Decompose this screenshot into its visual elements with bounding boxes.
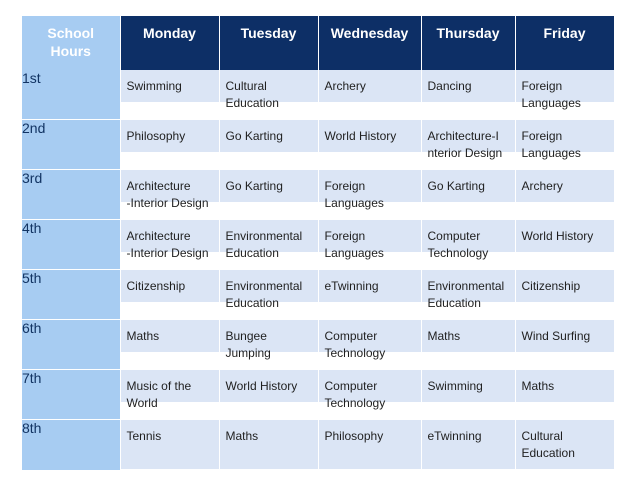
table-cell <box>421 220 515 270</box>
table-cell <box>515 70 614 120</box>
subject-label: Environmental Education <box>225 279 303 310</box>
cell-background <box>319 220 421 269</box>
cell-background <box>121 270 219 319</box>
subject-label: Maths <box>521 379 555 393</box>
table-cell <box>219 370 318 420</box>
table-cell <box>421 170 515 220</box>
cell-background <box>422 270 515 319</box>
day-label: Wednesday <box>330 25 409 41</box>
subject-label: Computer Technology <box>324 379 386 410</box>
table-row <box>22 370 614 420</box>
header-row <box>22 16 614 70</box>
cell-background <box>422 170 515 219</box>
subject-label: Foreign Languages <box>521 79 581 110</box>
cell-background <box>516 320 614 369</box>
cell-background <box>319 370 421 419</box>
table-cell <box>120 370 219 420</box>
cell-background <box>121 170 219 219</box>
table-cell <box>318 220 421 270</box>
table-cell <box>515 370 614 420</box>
table-cell <box>219 220 318 270</box>
subject-label: Architecture-I nterior Design <box>427 129 503 160</box>
table-cell <box>318 370 421 420</box>
table-row <box>22 120 614 170</box>
subject-label: Music of the World <box>126 379 192 410</box>
subject-label: Maths <box>225 429 259 443</box>
cell-background <box>319 170 421 219</box>
table-cell <box>318 270 421 320</box>
subject-label: Computer Technology <box>324 329 386 360</box>
cell-background <box>220 120 318 169</box>
table-cell <box>515 320 614 370</box>
subject-label: Archery <box>324 79 366 93</box>
table-cell <box>318 420 421 470</box>
table-cell <box>318 120 421 170</box>
table-cell <box>421 70 515 120</box>
subject-label: Cultural Education <box>521 429 575 460</box>
table-cell <box>120 270 219 320</box>
cell-background <box>516 170 614 219</box>
subject-label: Go Karting <box>427 179 485 193</box>
cell-background <box>516 370 614 419</box>
subject-label: Wind Surfing <box>521 329 591 343</box>
day-header-thursday <box>421 16 515 70</box>
subject-label: Tennis <box>126 429 162 443</box>
day-label: Friday <box>543 25 586 41</box>
cell-background <box>220 170 318 219</box>
cell-background <box>422 220 515 269</box>
cell-background <box>121 220 219 269</box>
subject-label: Environmental Education <box>427 279 505 310</box>
period-label: 6th <box>22 320 120 370</box>
cell-background <box>422 420 515 469</box>
subject-label: Philosophy <box>126 129 186 143</box>
cell-background <box>220 370 318 419</box>
table-cell <box>120 420 219 470</box>
subject-label: Foreign Languages <box>521 129 581 160</box>
table-cell <box>120 320 219 370</box>
subject-label: World History <box>225 379 298 393</box>
subject-label: Foreign Languages <box>324 229 384 260</box>
day-label: Thursday <box>436 25 500 41</box>
cell-background <box>516 120 614 169</box>
table-cell <box>219 420 318 470</box>
cell-background <box>220 270 318 319</box>
table-cell <box>515 270 614 320</box>
subject-label: Swimming <box>427 379 483 393</box>
table-cell <box>120 70 219 120</box>
day-header-wednesday <box>318 16 421 70</box>
cell-background <box>220 70 318 119</box>
table-row <box>22 70 614 120</box>
cell-background <box>422 320 515 369</box>
cell-background <box>121 120 219 169</box>
cell-background <box>319 420 421 469</box>
period-label: 2nd <box>22 120 120 170</box>
cell-background <box>319 70 421 119</box>
subject-label: Go Karting <box>225 179 283 193</box>
period-label: 5th <box>22 270 120 320</box>
subject-label: Architecture -Interior Design <box>126 179 209 210</box>
cell-background <box>319 270 421 319</box>
subject-label: Architecture -Interior Design <box>126 229 209 260</box>
school-timetable <box>22 16 615 470</box>
table-cell <box>318 170 421 220</box>
table-cell <box>515 170 614 220</box>
subject-label: World History <box>324 129 397 143</box>
period-label: 1st <box>22 70 120 120</box>
subject-label: Citizenship <box>126 279 186 293</box>
table-cell <box>515 120 614 170</box>
subject-label: Citizenship <box>521 279 581 293</box>
cell-background <box>121 420 219 469</box>
table-cell <box>421 270 515 320</box>
school-hours-label: School Hours <box>47 25 95 59</box>
table-row <box>22 320 614 370</box>
table-row <box>22 170 614 220</box>
subject-label: Archery <box>521 179 563 193</box>
cell-background <box>121 370 219 419</box>
table-cell <box>421 320 515 370</box>
subject-label: Environmental Education <box>225 229 303 260</box>
table-cell <box>421 120 515 170</box>
subject-label: Go Karting <box>225 129 283 143</box>
subject-label: Computer Technology <box>427 229 489 260</box>
subject-label: Cultural Education <box>225 79 279 110</box>
period-label: 3rd <box>22 170 120 220</box>
day-label: Monday <box>143 25 196 41</box>
period-label: 8th <box>22 420 120 470</box>
table-cell <box>421 370 515 420</box>
subject-label: Maths <box>427 329 461 343</box>
table-cell <box>120 120 219 170</box>
table-row <box>22 220 614 270</box>
day-header-friday <box>515 16 614 70</box>
subject-label: Dancing <box>427 79 472 93</box>
cell-background <box>422 370 515 419</box>
table-cell <box>219 70 318 120</box>
school-hours-header <box>22 16 120 70</box>
period-label: 4th <box>22 220 120 270</box>
subject-label: eTwinning <box>324 279 379 293</box>
table-cell <box>515 220 614 270</box>
day-header-monday <box>120 16 219 70</box>
subject-label: Maths <box>126 329 160 343</box>
cell-background <box>319 120 421 169</box>
subject-label: Bungee Jumping <box>225 329 271 360</box>
cell-background <box>319 320 421 369</box>
table-cell <box>219 320 318 370</box>
cell-background <box>220 320 318 369</box>
table-cell <box>515 420 614 470</box>
cell-background <box>121 70 219 119</box>
table-cell <box>421 420 515 470</box>
table-row <box>22 270 614 320</box>
table-cell <box>219 270 318 320</box>
cell-background <box>220 420 318 469</box>
day-label: Tuesday <box>240 25 297 41</box>
cell-background <box>422 120 515 169</box>
day-header-tuesday <box>219 16 318 70</box>
table-cell <box>219 120 318 170</box>
cell-background <box>220 220 318 269</box>
subject-label: eTwinning <box>427 429 482 443</box>
table-cell <box>318 70 421 120</box>
table-row <box>22 420 614 470</box>
cell-background <box>516 220 614 269</box>
period-label: 7th <box>22 370 120 420</box>
cell-background <box>516 420 614 469</box>
cell-background <box>422 70 515 119</box>
cell-background <box>516 270 614 319</box>
subject-label: Foreign Languages <box>324 179 384 210</box>
cell-background <box>121 320 219 369</box>
table-cell <box>120 170 219 220</box>
subject-label: Philosophy <box>324 429 384 443</box>
cell-background <box>516 70 614 119</box>
table-cell <box>318 320 421 370</box>
subject-label: Swimming <box>126 79 182 93</box>
subject-label: World History <box>521 229 594 243</box>
table-cell <box>120 220 219 270</box>
table-cell <box>219 170 318 220</box>
